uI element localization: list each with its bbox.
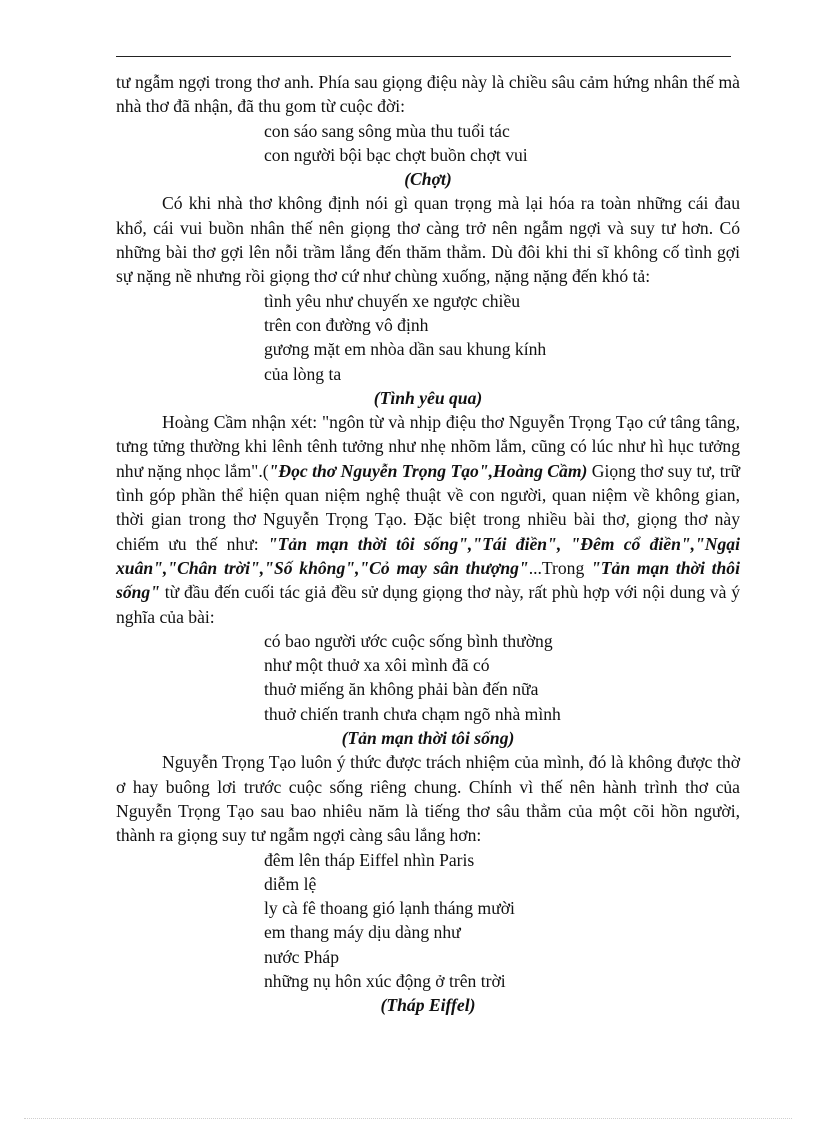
poem-line: trên con đường vô định [264,314,429,335]
poem-caption: (Chợt) [404,169,452,190]
poem-title: "Tản mạn thời thôi sống" [116,557,740,603]
paragraph-3-text: từ đầu đến cuối tác giả đều sử dụng giọng thơ này, rất phù hợp với nội dung và ý nghĩa của bài: [116,582,740,627]
citation: "Đọc thơ Nguyễn Trọng Tạo",Hoàng Cầm) [268,460,588,481]
page-bottom-divider [24,1118,792,1119]
poem-line: như một thuở xa xôi mình đã có [264,655,490,676]
poem-line: diễm lệ [264,873,317,894]
poem-caption: (Tháp Eiffel) [380,995,476,1016]
poem-tinh-yeu-qua [264,289,740,386]
poem-line: em thang máy dịu dàng như [264,922,461,943]
poem-line: thuở miếng ăn không phải bàn đến nữa [264,679,539,700]
paragraph-3 [116,410,740,629]
poem-line: con sáo sang sông mùa thu tuổi tác [264,120,510,141]
poem-tan-man [264,629,740,726]
poem-titles-list: "Tản mạn thời tôi sống","Tái điền", "Đêm cổ điền","Ngại xuân","Chân trời","Số không","Cỏ may sân thượng" [116,533,740,578]
poem-line: con người bội bạc chợt buồn chợt vui [264,144,528,165]
poem-line: gương mặt em nhòa dần sau khung kính [264,339,547,360]
poem-chot [264,119,740,168]
document-body [116,70,740,1018]
poem-line: nước Pháp [264,946,340,967]
poem-line: thuở chiến tranh chưa chạm ngõ nhà mình [264,703,561,724]
poem-line: đêm lên tháp Eiffel nhìn Paris [264,849,475,870]
poem-line: ly cà fê thoang gió lạnh tháng mười [264,898,515,919]
paragraph-2: Có khi nhà thơ không định nói gì quan trọng mà lại hóa ra toàn những cái đau khổ, cái vui buồn nhân thế nên giọng thơ càng trở nên ngẫm ngợi và suy tư hơn. Có những bài thơ gợi lên nỗi trầm lắng đến thăm thẳm. Dù đôi khi thi sĩ không cố tình gợi sự nặng nề nhưng rồi giọng thơ cứ như chùng xuống, nặng nặng đến khó tả: [116,193,740,287]
paragraph-3-text: Hoàng Cầm nhận xét: "ngôn từ và nhịp điệu thơ Nguyễn Trọng Tạo cứ tâng tâng, tưng tửng thường khi lênh tênh tưởng như nhẹ nhõm lắm, cũng có lúc như hì hục tưởng như nặng nhọc lắm".( [116,412,740,481]
paragraph-4: Nguyễn Trọng Tạo luôn ý thức được trách nhiệm của mình, đó là không được thờ ơ hay buông lơi trước cuộc sống riêng chung. Chính vì thế nên hành trình thơ của Nguyễn Trọng Tạo sau bao nhiêu năm là tiếng thơ sâu thẳm của một cõi hồn người, thành ra giọng suy tư ngẫm ngợi càng sâu lắng hơn: [116,752,740,846]
poem-line: của lòng ta [264,363,342,384]
header-rule [116,56,731,57]
poem-line: những nụ hôn xúc động ở trên trời [264,970,506,991]
paragraph-intro: tư ngẫm ngợi trong thơ anh. Phía sau giọng điệu này là chiều sâu cảm hứng nhân thế mà nhà thơ đã nhận, đã thu gom từ cuộc đời: [116,72,740,117]
paragraph-3-text: ...Trong [528,557,592,578]
poem-line: tình yêu như chuyến xe ngược chiều [264,290,521,311]
poem-thap-eiffel [264,848,740,994]
poem-caption: (Tình yêu qua) [373,387,483,408]
poem-caption: (Tản mạn thời tôi sống) [341,728,515,749]
paragraph-3-text: Giọng thơ suy tư, trữ tình góp phần thể hiện quan niệm nghệ thuật về con người, quan niệm về không gian, thời gian trong thơ Nguyễn Trọng Tạo. Đặc biệt trong nhiều bài thơ, giọng thơ này chiếm ưu thế như: [116,460,741,554]
poem-line: có bao người ước cuộc sống bình thường [264,630,553,651]
